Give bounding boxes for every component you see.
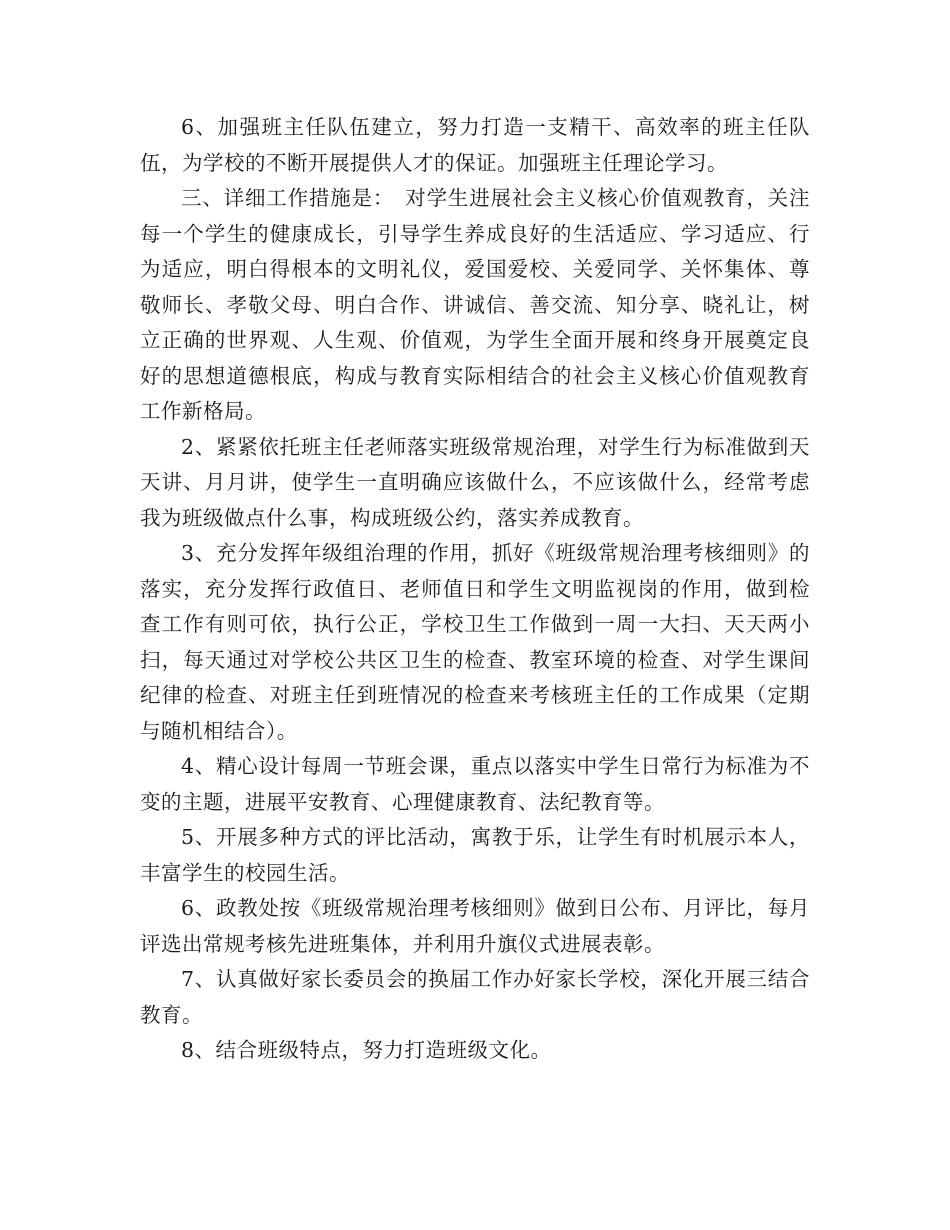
paragraph-team-building: 6、加强班主任队伍建立，努力打造一支精干、高效率的班主任队伍，为学校的不断开展提供人才的保证。加强班主任理论学习。 [140,115,810,175]
paragraph-measures-values-education: 三、详细工作措施是： 对学生进展社会主义核心价值观教育，关注每一个学生的健康成长，引导学生养成良好的生活适应、学习适应、行为适应，明白得根本的文明礼仪，爱国爱校、关爱同学、关怀集体、尊敬师长、孝敬父母、明白合作、讲诚信、善交流、知分享、晓礼让，树立正确的世界观、人生观、价值观，为学生全面开展和终身开展奠定良好的思想道德根底，构成与教育实际相结合的社会主义核心价值观教育工作新格局。 [140,186,810,423]
paragraph-class-culture: 8、结合班级特点，努力打造班级文化。 [181,1038,552,1062]
paragraph-class-meeting: 4、精心设计每周一节班会课，重点以落实中学生日常行为标准为不变的主题，进展平安教育、心理健康教育、法纪教育等。 [140,754,810,814]
paragraph-parent-committee: 7、认真做好家长委员会的换届工作办好家长学校，深化开展三结合教育。 [140,967,810,1027]
paragraph-class-routine: 2、紧紧依托班主任老师落实班级常规治理，对学生行为标准做到天天讲、月月讲，使学生一直明确应该做什么，不应该做什么，经常考虑我为班级做点什么事，构成班级公约，落实养成教育。 [140,434,810,530]
paragraph-evaluation-activities: 5、开展多种方式的评比活动，寓教于乐，让学生有时机展示本人，丰富学生的校园生活。 [140,825,810,885]
paragraph-political-office: 6、政教处按《班级常规治理考核细则》做到日公布、月评比，每月评选出常规考核先进班集体，并利用升旗仪式进展表彰。 [140,896,810,956]
paragraph-grade-management: 3、充分发挥年级组治理的作用，抓好《班级常规治理考核细则》的落实，充分发挥行政值日、老师值日和学生文明监视岗的作用，做到检查工作有则可依，执行公正，学校卫生工作做到一周一大扫、天天两小扫，每天通过对学校公共区卫生的检查、教室环境的检查、对学生课间纪律的检查、对班主任到班情况的检查来考核班主任的工作成果（定期与随机相结合）。 [140,541,810,743]
